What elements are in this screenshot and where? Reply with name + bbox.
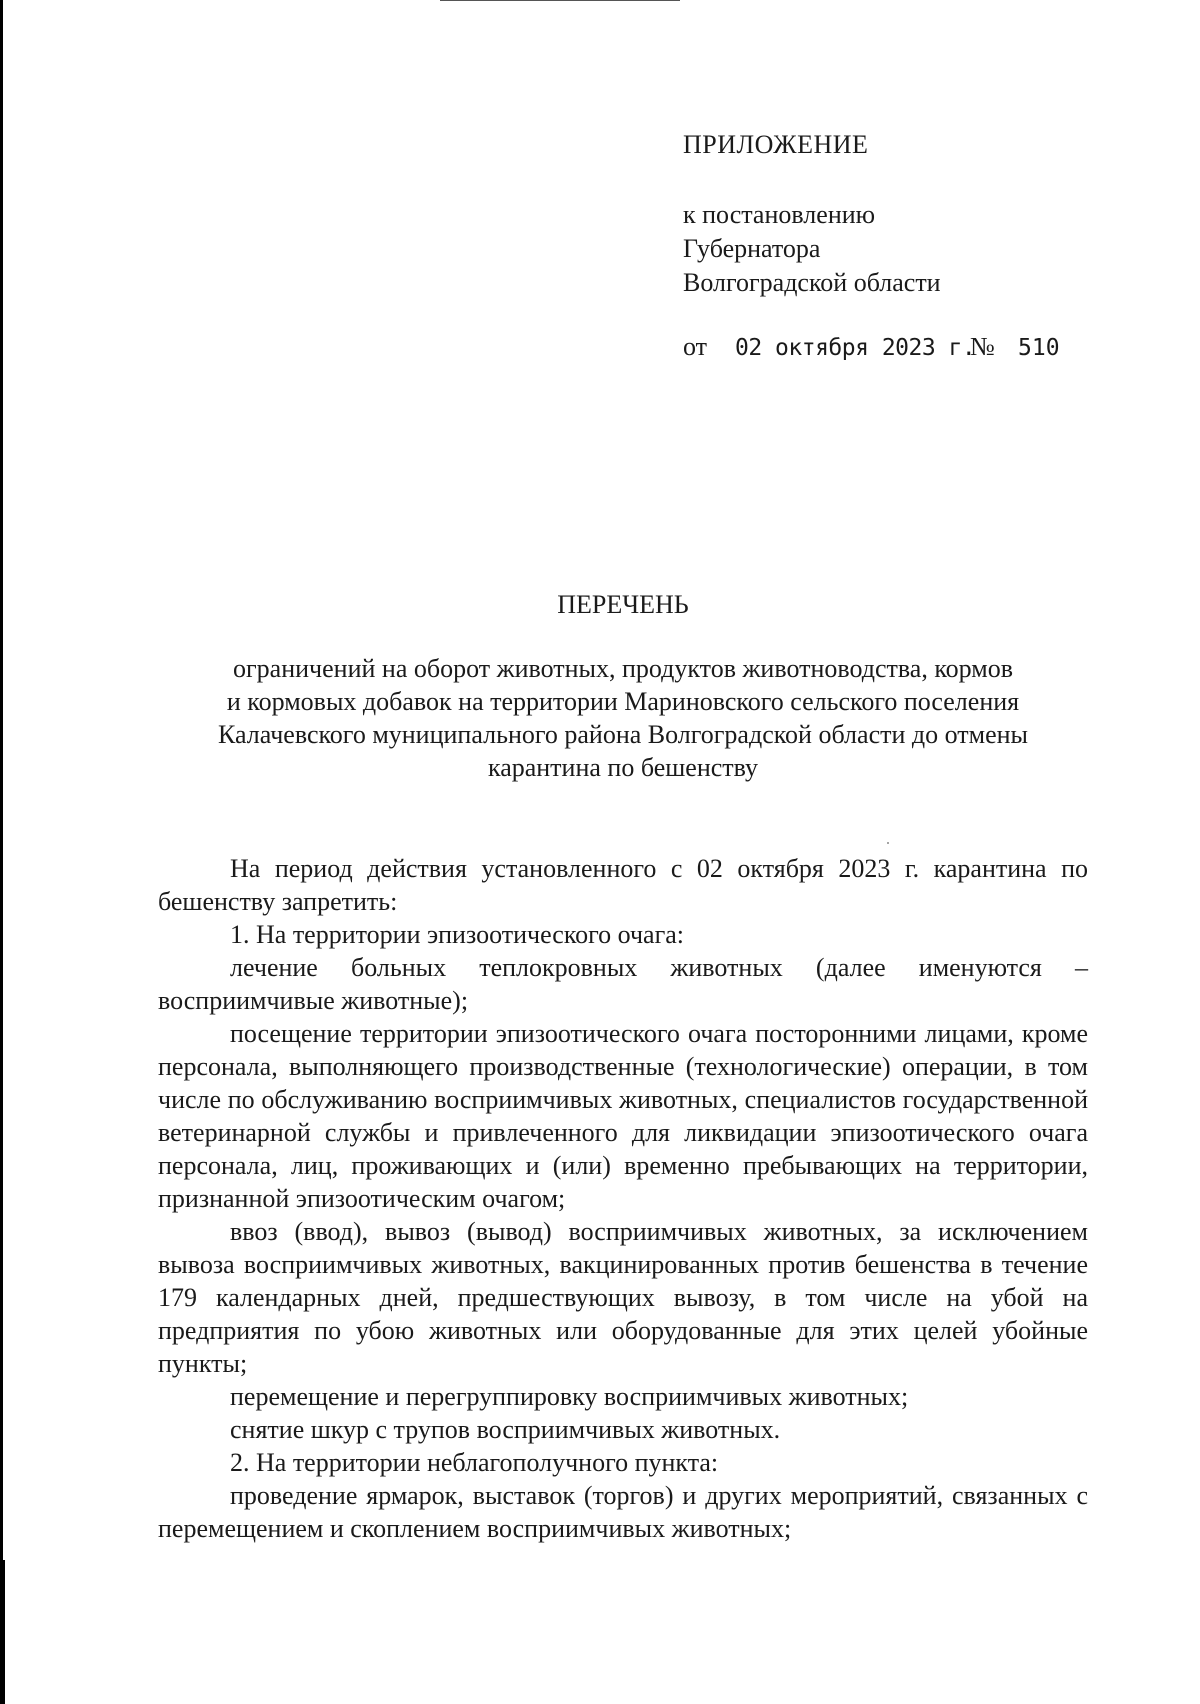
scan-edge-left-bottom (0, 1560, 5, 1704)
body-paragraph: посещение территории эпизоотического очага посторонними лицами, кроме персонала, выполняющего производственные (технологические) операции, в том числе по обслуживанию восприимчивых животных, специалистов государственной ветеринарной службы и привлеченного для ликвидации эпизоотического очага персонала, лиц, проживающих и (или) временно пребывающих на территории, признанной эпизоотическим очагом; (158, 1019, 1088, 1213)
body-paragraph: перемещение и перегруппировку восприимчивых животных; (230, 1382, 909, 1411)
body-paragraph: ввоз (ввод), вывоз (вывод) восприимчивых животных, за исключением вывоза восприимчивых животных, вакцинированных против бешенства в течение 179 календарных дней, предшествующих вывозу, в том числе на убой на предприятия по убою животных или оборудованные для этих целей убойные пункты; (158, 1217, 1088, 1378)
document-body (158, 852, 1088, 1545)
subtitle-line: ограничений на оборот животных, продуктов животноводства, кормов (233, 654, 1013, 683)
subtitle-line: Калачевского муниципального района Волгоградской области до отмены (217, 720, 1029, 749)
body-paragraph: На период действия установленного с 02 октября 2023 г. карантина по бешенству запретить: (158, 854, 1088, 916)
appendix-reference (683, 198, 1153, 300)
appendix-line: Волгоградской области (683, 268, 941, 297)
decree-date: 02 октября 2023 г. (735, 335, 976, 361)
scan-edge-top (440, 0, 680, 1)
scan-speck (887, 842, 889, 844)
body-paragraph: 2. На территории неблагополучного пункта: (230, 1448, 719, 1477)
date-prefix: от (683, 332, 708, 361)
appendix-block (683, 128, 1153, 365)
decree-number: 510 (1018, 335, 1060, 361)
subtitle-line: и кормовых добавок на территории Мариновского сельского поселения (226, 687, 1020, 716)
appendix-line: к постановлению (683, 200, 876, 229)
document-subtitle (158, 652, 1088, 784)
body-paragraph: снятие шкур с трупов восприимчивых животных. (230, 1415, 781, 1444)
appendix-line: Губернатора (683, 234, 821, 263)
body-paragraph: 1. На территории эпизоотического очага: (230, 920, 685, 949)
body-paragraph: лечение больных теплокровных животных (далее именуются – восприимчивые животные); (158, 953, 1088, 1015)
subtitle-line: карантина по бешенству (487, 753, 759, 782)
appendix-title: ПРИЛОЖЕНИЕ (683, 130, 869, 159)
number-sign: № (970, 332, 995, 361)
decree-date-line (683, 330, 1153, 365)
document-heading: ПЕРЕЧЕНЬ (557, 590, 689, 619)
scan-edge-left (0, 0, 3, 1704)
body-paragraph: проведение ярмарок, выставок (торгов) и других мероприятий, связанных с перемещением и скоплением восприимчивых животных; (158, 1481, 1088, 1543)
